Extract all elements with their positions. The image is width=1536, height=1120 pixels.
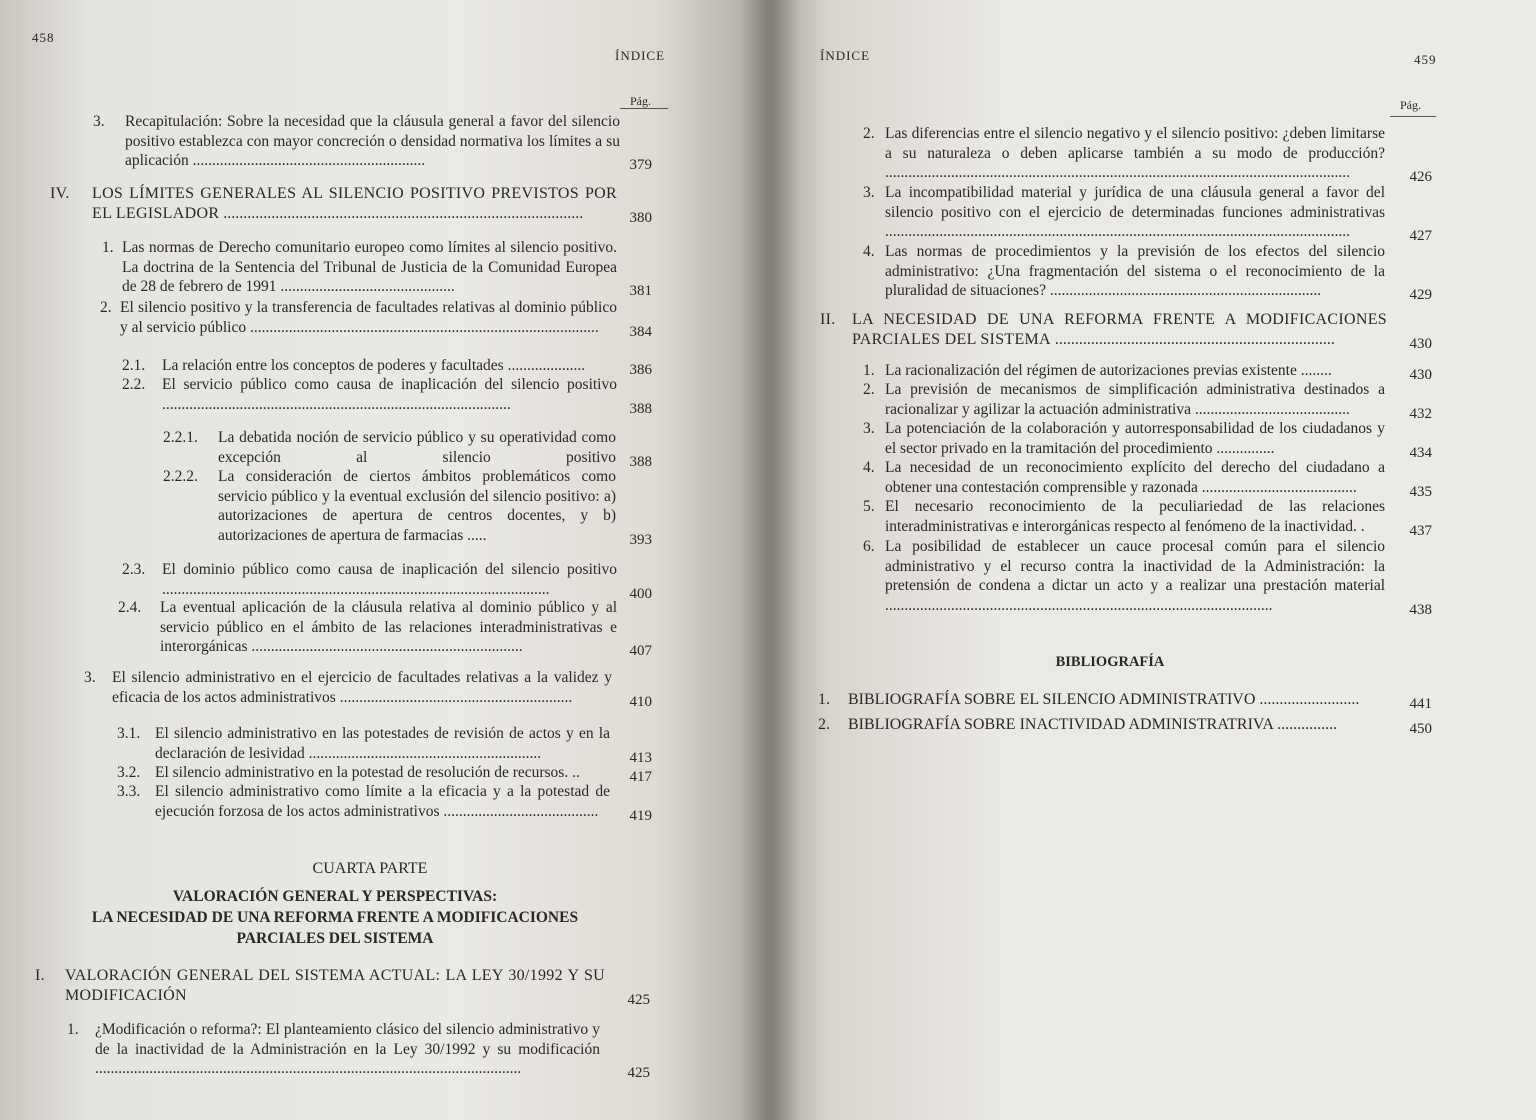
toc-entry-text: ¿Modificación o reforma?: El planteamiento clásico del silencio administrativo y de la inactividad de la Administración en la Ley 30/1992 y su modificación .............................................................................................................. <box>95 1021 600 1077</box>
pag-label: Pág. <box>1400 98 1421 112</box>
page-number: 459 <box>1414 52 1437 67</box>
toc-entry-page: 413 <box>629 749 652 766</box>
leader-dots: ............... <box>1273 716 1338 733</box>
toc-entry-page: 434 <box>1409 444 1432 461</box>
toc-entry-number: II. <box>820 311 836 328</box>
leader-dots: ........................................................................................................................ <box>885 164 1350 181</box>
running-header: ÍNDICE <box>820 48 871 63</box>
leader-dots: ........................................ <box>1197 478 1357 496</box>
toc-entry-text: La necesidad de un reconocimiento explícito del derecho del ciudadano a obtener una contestación comprensible y razonada ........................................ <box>885 459 1385 496</box>
toc-entry-text: La posibilidad de establecer un cauce procesal común para el silencio administrativo y el recurso contra la inactividad de la Administración: la pretensión de condena a dictar un acto y a realizar una prestación material .................................................................................................... <box>885 538 1385 614</box>
leader-dots: .......................................................................................... <box>219 205 584 222</box>
toc-entry-page: 430 <box>1409 336 1432 352</box>
toc-entry-text: VALORACIÓN GENERAL DEL SISTEMA ACTUAL: LA LEY 30/1992 Y SU MODIFICACIÓN <box>65 967 605 1004</box>
part-subtitle-line: LA NECESIDAD DE UNA REFORMA FRENTE A MODIFICACIONES <box>91 909 579 926</box>
toc-entry <box>863 419 1385 458</box>
toc-entry <box>863 242 1385 301</box>
toc-entry <box>50 184 617 224</box>
toc-entry-number: 1. <box>67 1021 79 1038</box>
toc-entry-page: 417 <box>629 769 652 785</box>
toc-entry-text: El necesario reconocimiento de la peculiariedad de las relaciones interadministrativas e interorgánicas respecto al fenómeno de la inactividad. . <box>885 498 1385 535</box>
header-rule <box>620 108 668 109</box>
leader-dots: ........................................................................................................................ <box>885 223 1350 240</box>
toc-entry <box>122 356 617 376</box>
toc-entry-number: 2.2. <box>122 376 146 393</box>
toc-entry-page: 441 <box>1409 696 1432 712</box>
toc-entry <box>100 298 617 337</box>
pag-label: Pág. <box>630 94 651 108</box>
toc-entry-number: 4. <box>863 459 875 476</box>
toc-entry-page: 380 <box>629 210 652 226</box>
toc-entry <box>122 560 617 599</box>
toc-entry-page: 400 <box>629 585 652 602</box>
toc-entry <box>102 238 617 297</box>
page-number: 458 <box>32 30 55 45</box>
toc-entry-number: IV. <box>50 185 70 202</box>
toc-entry-number: 3.3. <box>117 783 141 800</box>
leader-dots: ........................................ <box>1190 400 1350 418</box>
toc-entry-number: 3.2. <box>117 764 141 781</box>
toc-entry-number: 2.2.2. <box>163 468 198 485</box>
toc-entry-page: 438 <box>1409 601 1432 618</box>
toc-entry-page: 430 <box>1409 367 1432 383</box>
toc-entry <box>117 724 610 763</box>
toc-entry-page: 384 <box>629 323 652 340</box>
toc-entry <box>863 380 1385 419</box>
toc-entry-text: BIBLIOGRAFÍA SOBRE INACTIVIDAD ADMINISTRATRIVA ............... <box>848 716 1338 733</box>
toc-entry-page: 388 <box>629 453 652 470</box>
toc-entry-number: 3. <box>84 669 96 686</box>
toc-entry-text: El silencio administrativo en el ejercicio de facultades relativas a la validez y eficacia de los actos administrativos ............................................................ <box>112 669 612 706</box>
toc-entry <box>863 458 1385 497</box>
toc-entry-text: El dominio público como causa de inaplicación del silencio positivo .................................................................................................... <box>162 561 617 598</box>
toc-entry-text: BIBLIOGRAFÍA SOBRE EL SILENCIO ADMINISTRATIVO ......................... <box>848 691 1360 708</box>
toc-entry-text: LOS LÍMITES GENERALES AL SILENCIO POSITIVO PREVISTOS POR EL LEGISLADOR .......................................................................................... <box>92 185 617 222</box>
leader-dots: ........ <box>1296 362 1332 379</box>
leader-dots: .................................................................................................... <box>162 580 550 598</box>
leader-dots: .................... <box>503 357 586 374</box>
toc-entry <box>863 537 1385 615</box>
toc-entry-number: 5. <box>863 498 875 515</box>
leader-dots: ..... <box>463 526 487 544</box>
toc-entry-text: El silencio administrativo en la potestad de resolución de recursos. .. <box>155 764 580 781</box>
toc-entry-page: 429 <box>1409 287 1432 303</box>
part-subtitle-line: VALORACIÓN GENERAL Y PERSPECTIVAS: <box>172 888 498 905</box>
toc-entry-text: La debatida noción de servicio público y su operatividad como excepción al silencio positivo <box>218 429 616 466</box>
toc-entry-number: 2.3. <box>122 561 146 578</box>
leader-dots: .................................................................................................... <box>885 596 1273 614</box>
leader-dots: .. <box>568 764 580 781</box>
toc-entry <box>35 966 605 1006</box>
toc-entry <box>93 112 620 171</box>
running-header: ÍNDICE <box>615 48 666 63</box>
toc-entry <box>122 375 617 414</box>
toc-entry-text: Recapitulación: Sobre la necesidad que la cláusula general a favor del silencio positivo establezca con mayor concreción o densidad normativa los límites a su aplicación ............................................................ <box>125 113 620 169</box>
toc-entry <box>117 763 610 783</box>
toc-entry-page: 450 <box>1409 721 1432 737</box>
leader-dots: ............................................................ <box>335 688 573 706</box>
toc-entry-page: 386 <box>629 362 652 378</box>
toc-entry <box>118 598 617 657</box>
toc-entry-text: La consideración de ciertos ámbitos problemáticos como servicio público y la eventual exclusión del silencio positivo: a) autorizaciones de apertura de centros docentes, y b) autorizaciones de apertura de farmacias ..... <box>218 468 616 544</box>
book-gutter <box>740 0 800 1120</box>
toc-entry-text: LA NECESIDAD DE UNA REFORMA FRENTE A MODIFICACIONES PARCIALES DEL SISTEMA ...................................................................... <box>852 311 1387 348</box>
toc-entry-page: 419 <box>629 807 652 824</box>
toc-entry-number: 2.2.1. <box>163 429 198 446</box>
toc-entry-text: Las normas de procedimientos y la previsión de los efectos del silencio administrativo: ¿Una fragmentación del sistema o el reconocimiento de la pluralidad de situaciones? ...................................................................... <box>885 243 1385 299</box>
toc-entry <box>84 668 612 707</box>
toc-entry-number: 3. <box>863 184 875 201</box>
header-rule <box>1390 116 1436 117</box>
leader-dots: ...................................................................... <box>247 638 523 655</box>
toc-entry-number: 2.4. <box>118 599 142 616</box>
toc-entry-page: 425 <box>627 1065 650 1081</box>
toc-entry-number: 2. <box>863 125 875 142</box>
toc-entry <box>863 183 1385 242</box>
toc-entry-number: 2. <box>863 381 875 398</box>
toc-entry <box>67 1020 600 1079</box>
leader-dots: .......................................................................................... <box>246 318 599 336</box>
toc-entry <box>863 124 1385 183</box>
bibliography-title: BIBLIOGRAFÍA <box>1055 654 1165 670</box>
leader-dots: ............................................................ <box>304 744 542 762</box>
toc-entry-text: La previsión de mecanismos de simplificación administrativa destinados a racionalizar y agilizar la actuación administrativa ........................................ <box>885 381 1385 418</box>
toc-entry-text: La racionalización del régimen de autorizaciones previas existente ........ <box>885 362 1332 379</box>
toc-entry <box>863 497 1385 536</box>
toc-entry <box>863 361 1385 381</box>
toc-entry-number: 2. <box>100 299 112 316</box>
toc-entry-number: 1. <box>863 362 875 379</box>
toc-entry-number: 6. <box>863 538 875 555</box>
leader-dots: ............... <box>1212 439 1275 457</box>
leader-dots: ........................................ <box>439 802 599 820</box>
toc-entry-page: 432 <box>1409 405 1432 422</box>
toc-entry-number: 3. <box>93 113 105 130</box>
toc-entry-page: 393 <box>629 531 652 548</box>
toc-entry-number: 1. <box>102 239 114 256</box>
toc-entry-page: 427 <box>1409 228 1432 244</box>
toc-entry-number: 3.1. <box>117 725 141 742</box>
toc-entry <box>818 715 1388 735</box>
toc-entry-page: 410 <box>629 693 652 710</box>
toc-entry-number: 3. <box>863 420 875 437</box>
toc-entry-page: 435 <box>1409 483 1432 500</box>
leader-dots: ......................... <box>1255 691 1360 708</box>
leader-dots: .............................................................................................................. <box>95 1060 522 1077</box>
toc-entry-number: 1. <box>818 691 830 708</box>
toc-entry <box>163 428 616 467</box>
toc-entry-text: El silencio administrativo en las potestades de revisión de actos y en la declaración de lesividad ............................................................ <box>155 725 610 762</box>
toc-entry <box>117 782 610 821</box>
toc-entry-number: 2. <box>818 716 830 733</box>
leader-dots: ...................................................................... <box>1045 282 1322 299</box>
toc-entry-text: El silencio administrativo como límite a la eficacia y a la potestad de ejecución forzosa de los actos administrativos ........................................ <box>155 783 610 820</box>
toc-entry-page: 437 <box>1409 522 1432 539</box>
toc-entry-page: 379 <box>629 157 652 173</box>
toc-entry-text: La eventual aplicación de la cláusula relativa al dominio público y al servicio público en el ámbito de las relaciones interadministrativas e interorgánicas ...................................................................... <box>160 599 617 655</box>
toc-entry-text: La relación entre los conceptos de poderes y facultades .................... <box>162 357 586 374</box>
toc-entry-text: La potenciación de la colaboración y autorresponsabilidad de los ciudadanos y el sector privado en la tramitación del procedimiento ............... <box>885 420 1385 457</box>
toc-entry <box>820 310 1387 350</box>
toc-entry-page: 426 <box>1409 169 1432 185</box>
toc-entry-page: 425 <box>627 992 650 1008</box>
leader-dots: ...................................................................... <box>1050 331 1335 348</box>
toc-entry-page: 388 <box>629 400 652 417</box>
toc-entry-number: 4. <box>863 243 875 260</box>
toc-entry-text: El servicio público como causa de inaplicación del silencio positivo .......................................................................................... <box>162 376 617 413</box>
toc-entry-text: Las normas de Derecho comunitario europeo como límites al silencio positivo. La doctrina de la Sentencia del Tribunal de Justicia de la Comunidad Europea de 28 de febrero de 1991 ............................................. <box>122 239 617 295</box>
leader-dots: ............................................................ <box>188 152 426 169</box>
toc-entry-text: El silencio positivo y la transferencia de facultades relativas al dominio público y al servicio público .......................................................................................... <box>120 299 617 336</box>
part-subtitle-line: PARCIALES DEL SISTEMA <box>236 930 434 947</box>
part-title: CUARTA PARTE <box>312 860 428 877</box>
leader-dots: . <box>1356 517 1365 535</box>
toc-entry-number: 2.1. <box>122 357 146 374</box>
toc-entry <box>818 690 1388 710</box>
toc-entry <box>163 467 616 545</box>
toc-entry-text: Las diferencias entre el silencio negativo y el silencio positivo: ¿deben limitarse a su naturaleza o deben aplicarse también a su modo de producción? ........................................................................................................................ <box>885 125 1385 181</box>
toc-entry-page: 381 <box>629 283 652 299</box>
toc-entry-page: 407 <box>629 643 652 659</box>
leader-dots: ............................................. <box>276 278 455 295</box>
toc-entry-number: I. <box>35 967 45 984</box>
part-subtitle <box>40 886 630 949</box>
toc-entry-text: La incompatibilidad material y jurídica de una cláusula general a favor del silencio positivo con el ejercicio de determinadas funciones administrativas ........................................................................................................................ <box>885 184 1385 240</box>
right-page <box>770 0 1536 1120</box>
leader-dots: .......................................................................................... <box>162 395 511 413</box>
